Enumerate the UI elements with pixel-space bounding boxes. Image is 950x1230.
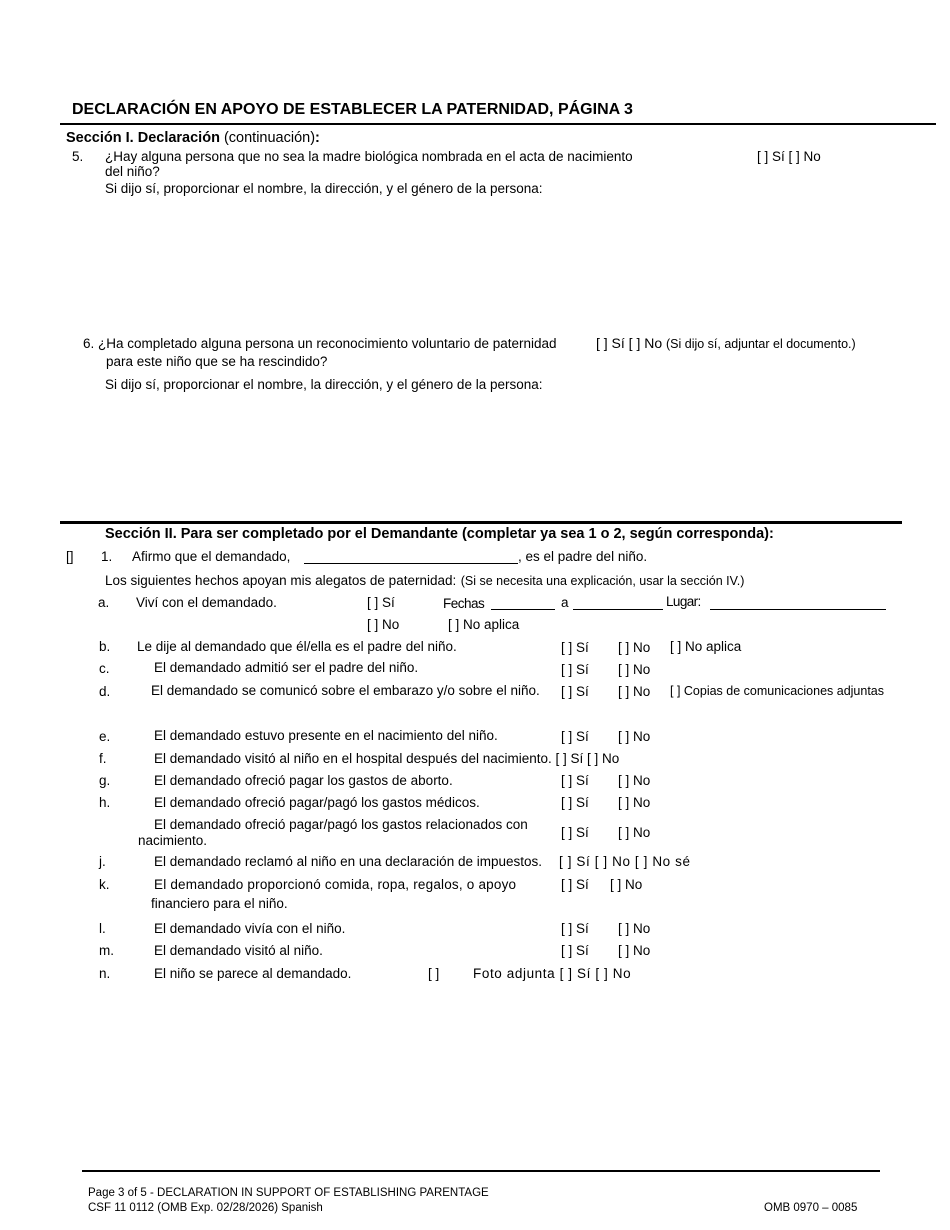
row-e-text: El demandado estuvo presente en el nacimiento del niño.	[154, 728, 498, 743]
row-b-no-aplica[interactable]: [ ] No aplica	[670, 639, 742, 654]
row-a-si[interactable]: [ ] Sí	[367, 595, 395, 610]
row-l-no[interactable]: [ ] No	[618, 921, 651, 936]
row-c-letter: c.	[99, 661, 110, 676]
row-m-letter: m.	[99, 943, 114, 958]
row-h-letter: h.	[99, 795, 111, 810]
item1-text-after: , es el padre del niño.	[518, 549, 648, 564]
q6-line3: Si dijo sí, proporcionar el nombre, la dirección, y el género de la persona:	[105, 377, 543, 392]
row-j-letter: j.	[99, 854, 106, 869]
row-h-text: El demandado ofreció pagar/pagó los gastos médicos.	[154, 795, 480, 810]
row-n-letter: n.	[99, 966, 111, 981]
row-k-letter: k.	[99, 877, 110, 892]
section1-heading-colon: :	[315, 130, 320, 146]
row-l-letter: l.	[99, 921, 106, 936]
footer-omb: OMB 0970 – 0085	[764, 1202, 858, 1214]
q6-line1: 6. ¿Ha completado alguna persona un reconocimiento voluntario de paternidad	[83, 336, 557, 351]
row-m-text: El demandado visitó al niño.	[154, 943, 323, 958]
row-d-text: El demandado se comunicó sobre el embarazo y/o sobre el niño.	[151, 683, 540, 698]
row-a-no-aplica[interactable]: [ ] No aplica	[448, 617, 520, 632]
q6-note: (Si dijo sí, adjuntar el documento.)	[666, 337, 856, 351]
row-i-line1: El demandado ofreció pagar/pagó los gastos relacionados con	[154, 817, 528, 832]
row-m-no[interactable]: [ ] No	[618, 943, 651, 958]
facts-intro-note: (Si se necesita una explicación, usar la sección IV.)	[460, 574, 745, 588]
section2-heading: Sección II. Para ser completado por el Demandante (completar ya sea 1 o 2, según corresponda):	[105, 526, 774, 542]
q5-line1: ¿Hay alguna persona que no sea la madre biológica nombrada en el acta de nacimiento	[105, 149, 633, 164]
row-i-line2: nacimiento.	[138, 833, 208, 848]
row-d-copies[interactable]: [ ] Copias de comunicaciones adjuntas	[670, 684, 885, 698]
row-i-no[interactable]: [ ] No	[618, 825, 651, 840]
row-k-si[interactable]: [ ] Sí	[561, 877, 589, 892]
row-a-a: a	[561, 595, 569, 610]
row-g-text: El demandado ofreció pagar los gastos de aborto.	[154, 773, 453, 788]
row-c-text: El demandado admitió ser el padre del niño.	[154, 660, 419, 675]
row-b-text: Le dije al demandado que él/ella es el padre del niño.	[137, 639, 457, 654]
title-rule	[60, 123, 936, 125]
row-n-photo[interactable]: Foto adjunta [ ] Sí [ ] No	[473, 966, 632, 981]
row-i-si[interactable]: [ ] Sí	[561, 825, 589, 840]
date-to-field[interactable]	[573, 609, 663, 610]
row-a-letter: a.	[98, 595, 110, 610]
row-k-line2: financiero para el niño.	[151, 896, 288, 911]
row-b-no[interactable]: [ ] No	[618, 640, 651, 655]
row-g-letter: g.	[99, 773, 111, 788]
row-l-text: El demandado vivía con el niño.	[154, 921, 346, 936]
row-k-line1: El demandado proporcionó comida, ropa, regalos, o apoyo	[154, 877, 517, 892]
item1-text-before: Afirmo que el demandado,	[132, 549, 291, 564]
place-field[interactable]	[710, 609, 886, 610]
row-e-si[interactable]: [ ] Sí	[561, 729, 589, 744]
q5-line3: Si dijo sí, proporcionar el nombre, la dirección, y el género de la persona:	[105, 181, 543, 196]
section1-heading	[66, 130, 320, 146]
row-c-no[interactable]: [ ] No	[618, 662, 651, 677]
footer-rule	[82, 1170, 880, 1172]
row-b-letter: b.	[99, 639, 111, 654]
row-n-text: El niño se parece al demandado.	[154, 966, 352, 981]
facts-intro	[105, 572, 744, 590]
row-d-si[interactable]: [ ] Sí	[561, 684, 589, 699]
row-e-no[interactable]: [ ] No	[618, 729, 651, 744]
page-title: DECLARACIÓN EN APOYO DE ESTABLECER LA PATERNIDAD, PÁGINA 3	[72, 101, 633, 118]
respondent-name-field[interactable]	[304, 563, 518, 564]
row-m-si[interactable]: [ ] Sí	[561, 943, 589, 958]
row-h-si[interactable]: [ ] Sí	[561, 795, 589, 810]
facts-intro-text: Los siguientes hechos apoyan mis alegatos de paternidad:	[105, 573, 457, 588]
date-from-field[interactable]	[491, 609, 555, 610]
row-a-lugar: Lugar:	[666, 594, 701, 609]
footer-line2: CSF 11 0112 (OMB Exp. 02/28/2026) Spanish	[88, 1202, 323, 1214]
q6-line2: para este niño que se ha rescindido?	[106, 354, 328, 369]
q6-options[interactable]: [ ] Sí [ ] No	[596, 335, 663, 351]
row-a-no[interactable]: [ ] No	[367, 617, 400, 632]
row-f-letter: f.	[99, 751, 107, 766]
q5-line2: del niño?	[105, 164, 160, 179]
row-h-no[interactable]: [ ] No	[618, 795, 651, 810]
footer-line1: Page 3 of 5 - DECLARATION IN SUPPORT OF ESTABLISHING PARENTAGE	[88, 1187, 489, 1199]
item1-number: 1.	[101, 549, 113, 564]
row-k-no[interactable]: [ ] No	[610, 877, 643, 892]
section1-heading-bold: Sección I. Declaración	[66, 130, 220, 146]
row-b-si[interactable]: [ ] Sí	[561, 640, 589, 655]
row-g-si[interactable]: [ ] Sí	[561, 773, 589, 788]
row-d-letter: d.	[99, 684, 111, 699]
row-c-si[interactable]: [ ] Sí	[561, 662, 589, 677]
row-l-si[interactable]: [ ] Sí	[561, 921, 589, 936]
q5-number: 5.	[72, 149, 84, 164]
row-n-checkbox[interactable]: [ ]	[428, 966, 440, 981]
row-j-text: El demandado reclamó al niño en una declaración de impuestos.	[154, 854, 542, 869]
row-d-no[interactable]: [ ] No	[618, 684, 651, 699]
item1-checkbox[interactable]: []	[66, 549, 74, 564]
section2-rule	[60, 521, 902, 524]
row-f-text[interactable]: El demandado visitó al niño en el hospital después del nacimiento. [ ] Sí [ ] No	[154, 751, 620, 766]
q5-options[interactable]: [ ] Sí [ ] No	[757, 149, 821, 164]
row-j-options[interactable]: [ ] Sí [ ] No [ ] No sé	[559, 854, 691, 869]
row-a-fechas: Fechas	[443, 596, 485, 611]
row-e-letter: e.	[99, 729, 111, 744]
row-g-no[interactable]: [ ] No	[618, 773, 651, 788]
section1-heading-normal: (continuación)	[219, 130, 316, 146]
row-a-text: Viví con el demandado.	[136, 595, 277, 610]
